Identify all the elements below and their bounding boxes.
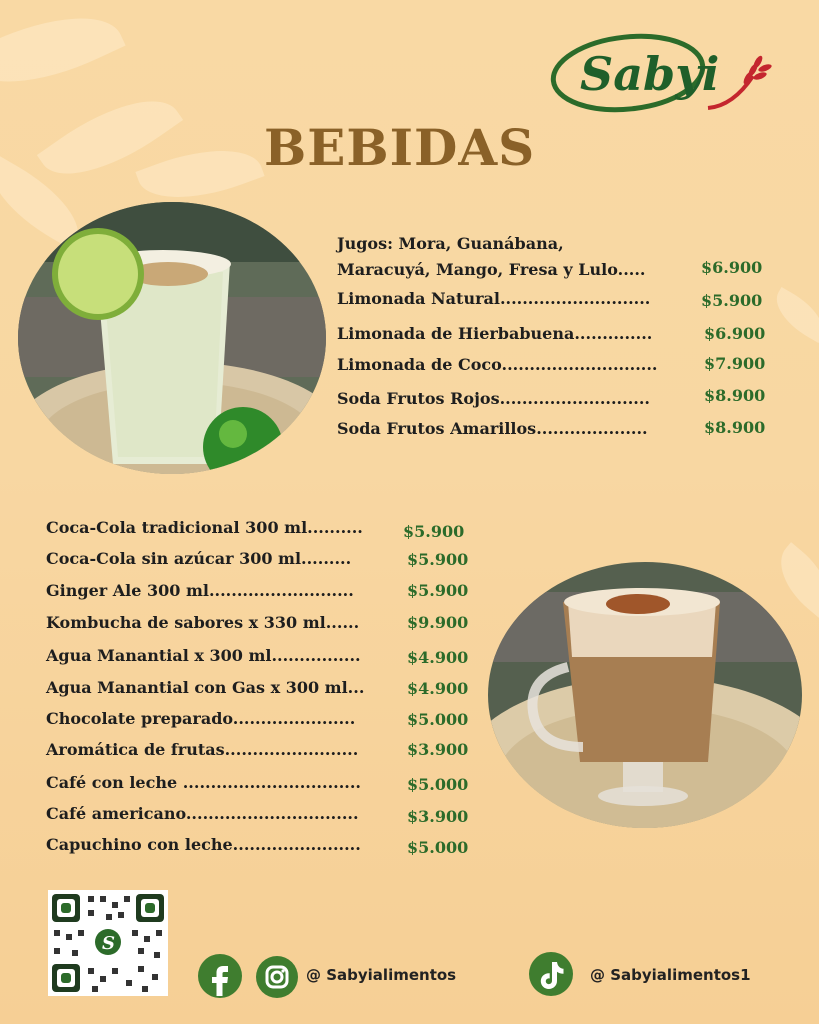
item-name: Agua Manantial con Gas x 300 ml... — [46, 678, 365, 697]
item-price: $6.900 — [704, 324, 766, 343]
item-price: $5.900 — [407, 581, 469, 600]
item-name: Soda Frutos Rojos........................... — [337, 389, 650, 408]
background-leaf — [0, 0, 126, 109]
list-item — [46, 740, 358, 759]
item-price: $6.900 — [701, 258, 763, 277]
list-item — [46, 646, 361, 665]
list-item — [46, 835, 361, 854]
item-price: $9.900 — [407, 613, 469, 632]
tiktok-icon[interactable] — [528, 952, 574, 996]
item-name: Café con leche ................................ — [46, 773, 361, 792]
item-price: $7.900 — [704, 354, 766, 373]
list-item — [46, 613, 359, 632]
item-price: $3.900 — [407, 740, 469, 759]
item-price: $4.900 — [407, 679, 469, 698]
item-name: Limonada Natural........................... — [337, 289, 651, 308]
item-name: Ginger Ale 300 ml.......................... — [46, 581, 354, 600]
item-price: $5.900 — [407, 550, 469, 569]
list-item — [46, 773, 361, 792]
item-name: Capuchino con leche....................... — [46, 835, 361, 854]
item-name: Kombucha de sabores x 330 ml...... — [46, 613, 360, 632]
list-item — [46, 581, 354, 600]
cappuccino-photo — [488, 562, 802, 828]
tiktok-handle[interactable]: @ Sabyialimentos1 — [590, 966, 751, 984]
list-item — [46, 678, 364, 697]
item-name: Agua Manantial x 300 ml................ — [46, 646, 361, 665]
list-item — [337, 389, 650, 408]
item-price: $5.900 — [403, 522, 465, 541]
list-item — [337, 234, 564, 253]
list-item — [46, 549, 351, 568]
item-name: Soda Frutos Amarillos.................... — [337, 419, 648, 438]
item-price: $4.900 — [407, 648, 469, 667]
background-leaf — [765, 542, 819, 618]
item-name: Limonada de Coco............................ — [337, 355, 658, 374]
item-name: Chocolate preparado...................... — [46, 709, 356, 728]
item-name: Maracuyá, Mango, Fresa y Lulo..... — [337, 260, 646, 279]
svg-text:S: S — [102, 933, 115, 954]
item-price: $5.000 — [407, 710, 469, 729]
wheat-icon — [742, 54, 773, 85]
item-name: Aromática de frutas........................ — [46, 740, 359, 759]
item-name: Limonada de Hierbabuena.............. — [337, 324, 653, 343]
item-price: $5.000 — [407, 838, 469, 857]
list-item — [337, 289, 650, 308]
qr-code[interactable] — [48, 890, 168, 996]
list-item — [46, 518, 363, 537]
item-price: $5.000 — [407, 775, 469, 794]
item-name: Coca-Cola sin azúcar 300 ml......... — [46, 549, 352, 568]
item-price: $8.900 — [704, 386, 766, 405]
item-price: $3.900 — [407, 807, 469, 826]
item-price: $8.900 — [704, 418, 766, 437]
list-item — [337, 324, 652, 343]
item-price: $5.900 — [701, 291, 763, 310]
sabyi-logo — [548, 28, 773, 118]
lemonade-photo — [18, 202, 326, 474]
item-name: Coca-Cola tradicional 300 ml.......... — [46, 518, 363, 537]
instagram-icon[interactable] — [256, 956, 298, 998]
background-leaf — [767, 287, 819, 343]
svg-text:Sabyi: Sabyi — [580, 47, 720, 101]
instagram-handle[interactable]: @ Sabyialimentos — [306, 966, 457, 984]
list-item — [337, 260, 645, 279]
page-title: BEBIDAS — [264, 118, 536, 177]
list-item — [46, 804, 359, 823]
item-name: Café americano............................... — [46, 804, 359, 823]
list-item — [46, 709, 355, 728]
item-name: Jugos: Mora, Guanábana, — [337, 234, 564, 253]
list-item — [337, 355, 658, 374]
facebook-icon[interactable] — [198, 954, 242, 998]
list-item — [337, 419, 648, 438]
